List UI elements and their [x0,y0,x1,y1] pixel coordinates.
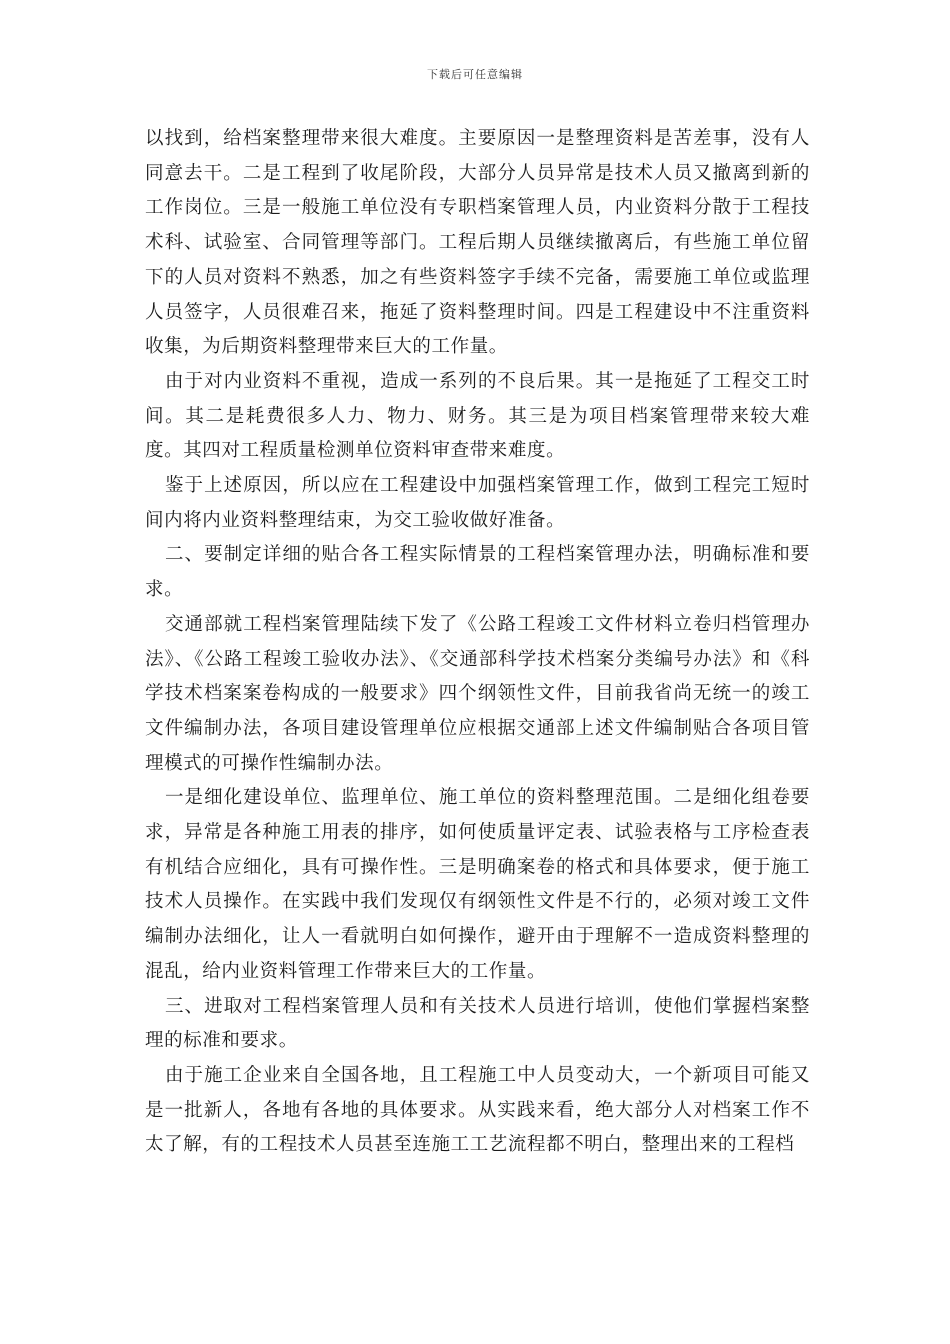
document-body [145,122,810,1163]
paragraph-continuation: 以找到，给档案整理带来很大难度。主要原因一是整理资料是苦差事，没有人同意去干。二是工程到了收尾阶段，大部分人员异常是技术人员又撤离到新的工作岗位。三是一般施工单位没有专职档案管理人员，内业资料分散于工程技术科、试验室、合同管理等部门。工程后期人员继续撤离后，有些施工单位留下的人员对资料不熟悉，加之有些资料签字手续不完备，需要施工单位或监理人员签字，人员很难召来，拖延了资料整理时间。四是工程建设中不注重资料收集，为后期资料整理带来巨大的工作量。 [145,128,810,358]
section-heading-two: 二、要制定详细的贴合各工程实际情景的工程档案管理办法，明确标准和要求。 [145,544,810,601]
page-header: 下载后可任意编辑 [427,68,523,81]
paragraph-training: 由于施工企业来自全国各地，且工程施工中人员变动大，一个新项目可能又是一批新人，各地有各地的具体要求。从实践来看，绝大部分人对档案工作不太了解，有的工程技术人员甚至连施工工艺流程都不明白，整理出来的工程档 [145,1064,810,1156]
paragraph-conclusion: 鉴于上述原因，所以应在工程建设中加强档案管理工作，做到工程完工短时间内将内业资料整理结束，为交工验收做好准备。 [145,475,810,531]
paragraph-consequences: 由于对内业资料不重视，造成一系列的不良后果。其一是拖延了工程交工时间。其二是耗费很多人力、物力、财务。其三是为项目档案管理带来较大难度。其四对工程质量检测单位资料审查带来难度。 [145,370,810,462]
paragraph-regulations: 交通部就工程档案管理陆续下发了《公路工程竣工文件材料立卷归档管理办法》、《公路工程竣工验收办法》、《交通部科学技术档案分类编号办法》和《科学技术档案案卷构成的一般要求》四个纲领性文件，目前我省尚无统一的竣工文件编制办法，各项目建设管理单位应根据交通部上述文件编制贴合各项目管理模式的可操作性编制办法。 [145,613,810,774]
paragraph-refinement: 一是细化建设单位、监理单位、施工单位的资料整理范围。二是细化组卷要求，异常是各种施工用表的排序，如何使质量评定表、试验表格与工序检查表有机结合应细化，具有可操作性。三是明确案卷的格式和具体要求，便于施工技术人员操作。在实践中我们发现仅有纲领性文件是不行的，必须对竣工文件编制办法细化，让人一看就明白如何操作，避开由于理解不一造成资料整理的混乱，给内业资料管理工作带来巨大的工作量。 [145,787,810,982]
section-heading-three: 三、进取对工程档案管理人员和有关技术人员进行培训，使他们掌握档案整理的标准和要求。 [145,995,810,1052]
